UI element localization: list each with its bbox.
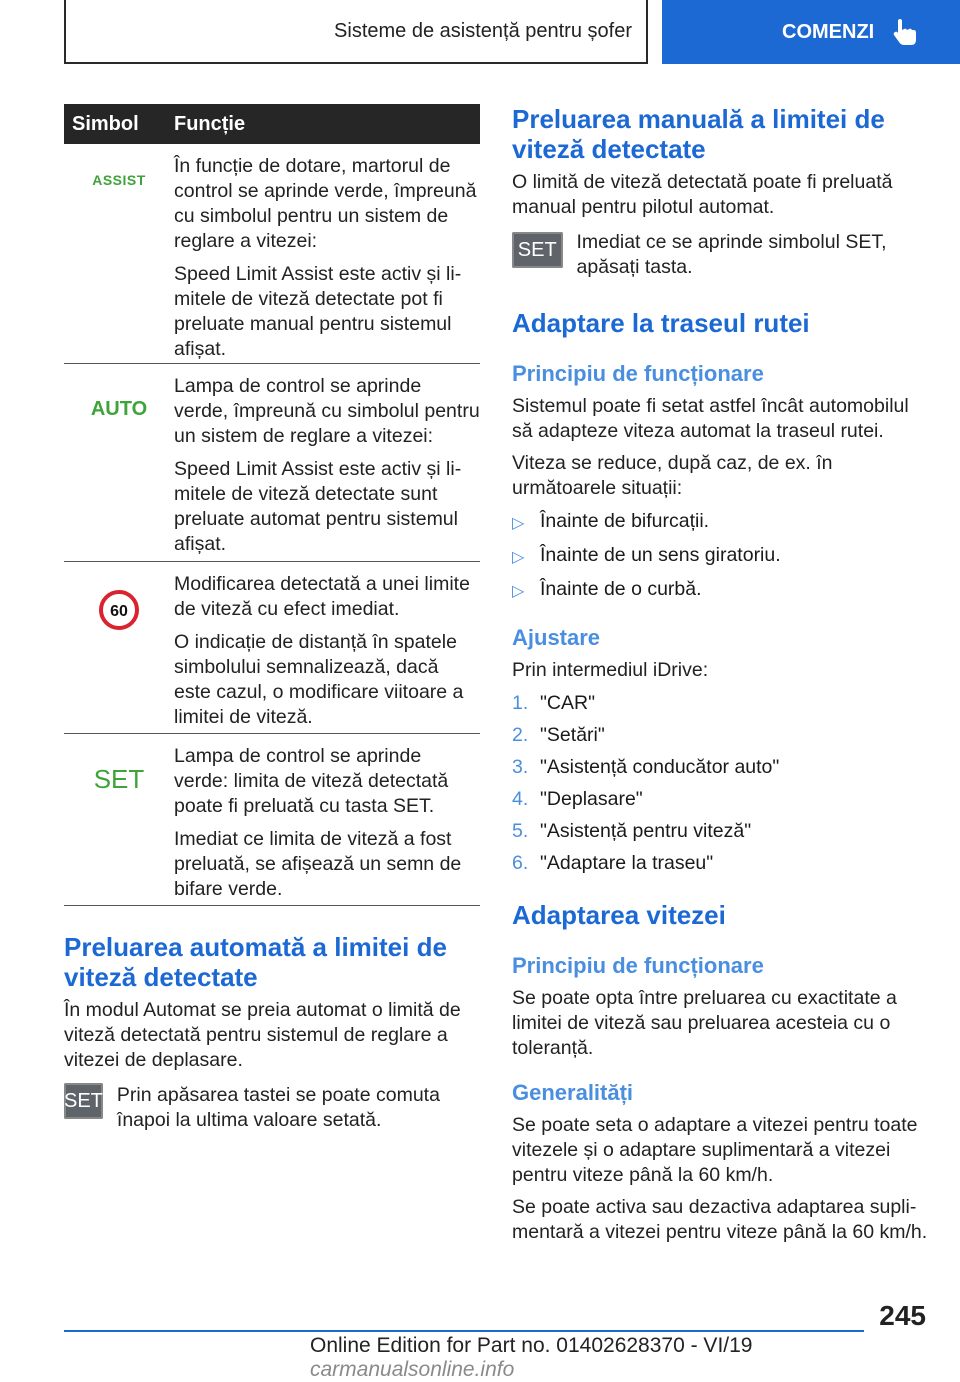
header-section-title: Sisteme de asistență pentru șofer <box>334 19 632 42</box>
idrive-steps <box>512 691 928 876</box>
list-item <box>512 755 928 780</box>
step-number: 3. <box>512 756 529 778</box>
col-symbol-header: Simbol <box>72 112 139 135</box>
edition-text: Online Edition for Part no. 01402628370 - VI/19 <box>310 1334 753 1357</box>
set-symbol: SET <box>93 764 145 794</box>
table-row <box>64 364 480 562</box>
speed-principle-title: Principiu de funcționare <box>512 953 764 978</box>
list-item <box>512 509 928 536</box>
header-section-box <box>64 0 648 64</box>
auto-takeover-section <box>64 932 480 1133</box>
speed-limit-sign-icon <box>99 590 139 630</box>
set-button-icon: SET <box>512 232 563 268</box>
col-function-header: Funcție <box>174 112 246 135</box>
section-title: Preluarea automată a limitei de viteză detectate <box>64 932 447 992</box>
footer-divider <box>64 1330 864 1332</box>
step-number: 6. <box>512 852 529 874</box>
list-item <box>512 577 928 604</box>
button-description: Imediat ce se aprinde simbolul SET, apăsați tasta. <box>576 231 887 278</box>
principle-title: Principiu de funcționare <box>512 361 764 386</box>
row-text: Lampa de control se aprinde verde: limita de viteză detectată poate fi preluată cu tasta SET. <box>174 745 449 817</box>
row-text: Lampa de control se aprinde verde, împreună cu simbolul pentru un sistem de reglare a vitezei: <box>174 375 480 447</box>
manual-takeover-body: O limită de viteză detectată poate fi preluată manual pentru pilotul automat. <box>512 171 893 218</box>
step-text: "Setări" <box>540 724 605 746</box>
table-header <box>64 104 480 144</box>
list-item <box>512 543 928 570</box>
table-row <box>64 734 480 906</box>
row-text: Speed Limit Assist este activ și limitele de viteză detectate sunt preluate automat pentru sistemul afișat. <box>174 458 462 555</box>
triangle-bullet-icon: ▷ <box>512 583 525 600</box>
set-button-icon: SET <box>64 1083 103 1119</box>
general-title: Generalități <box>512 1080 634 1105</box>
list-item-text: Înainte de un sens giratoriu. <box>540 544 781 566</box>
list-item <box>512 723 928 748</box>
principle-body: Sistemul poate fi setat astfel încât automobilul să adapteze viteza automat la traseul rutei. <box>512 395 909 442</box>
header-tab-comenzi[interactable] <box>662 0 960 64</box>
manual-takeover-title: Preluarea manuală a limitei de viteză detectate <box>512 104 885 164</box>
table-row <box>64 562 480 734</box>
step-text: "Deplasare" <box>540 788 643 810</box>
general-body: Se poate activa sau dezactiva adaptarea suplimentară a vitezei pentru viteze până la 60 km/h. <box>512 1196 928 1243</box>
step-text: "Adaptare la traseu" <box>540 852 714 874</box>
row-text: Modificarea detectată a unei limite de viteză cu efect imediat. <box>174 573 470 620</box>
speed-adapt-title: Adaptarea vitezei <box>512 900 726 930</box>
principle-body: Viteza se reduce, după caz, de ex. în următoarele situații: <box>512 452 833 499</box>
button-description: Prin apăsarea tastei se poate comuta înapoi la ultima valoare setată. <box>116 1084 440 1131</box>
watermark-text: carmanualsonline.info <box>310 1358 515 1381</box>
section-body: În modul Automat se preia automat o limită de viteză detectată pentru sistemul de reglare a vitezei de deplasare. <box>64 999 461 1071</box>
general-body: Se poate seta o adaptare a vitezei pentru toate vitezele și o adaptare suplimentară a vitezei pentru viteze până la 60 km/h. <box>512 1114 918 1186</box>
list-item <box>512 819 928 844</box>
pointing-hand-icon <box>892 18 918 46</box>
page-number: 245 <box>879 1300 926 1331</box>
step-number: 4. <box>512 788 529 810</box>
row-text: O indicație de distanță în spatele simbolului semnalizează, dacă este cazul, o modificare viitoare a limitei de viteză. <box>174 631 464 728</box>
list-item <box>512 691 928 716</box>
list-item <box>512 851 928 876</box>
situations-list <box>512 509 928 604</box>
triangle-bullet-icon: ▷ <box>512 515 525 532</box>
adjust-title: Ajustare <box>512 625 601 650</box>
table-row <box>64 144 480 364</box>
header-tab-label: COMENZI <box>782 20 875 43</box>
adjust-body: Prin intermediul iDrive: <box>512 659 709 681</box>
right-column <box>512 104 928 1245</box>
assist-symbol: ASSIST <box>92 172 146 188</box>
step-number: 5. <box>512 820 529 842</box>
step-number: 1. <box>512 692 529 714</box>
step-text: "Asistență conducător auto" <box>540 756 780 778</box>
speed-principle-body: Se poate opta între preluarea cu exactitate a limitei de viteză sau preluarea acesteia cu o toleranță. <box>512 987 897 1059</box>
triangle-bullet-icon: ▷ <box>512 549 525 566</box>
step-number: 2. <box>512 724 529 746</box>
step-text: "CAR" <box>540 692 596 714</box>
row-text: Imediat ce limita de viteză a fost preluată, se afișează un semn de bifare verde. <box>174 828 462 900</box>
step-text: "Asistență pentru viteză" <box>540 820 752 842</box>
row-text: Speed Limit Assist este activ și limitele de viteză detectate pot fi preluate manual pentru sistemul afișat. <box>174 263 462 360</box>
route-adapt-title: Adaptare la traseul rutei <box>512 308 810 338</box>
row-text: În funcție de dotare, martorul de control se aprinde verde, împreună cu simbolul pentru un sistem de reglare a vitezei: <box>174 155 477 252</box>
auto-symbol: AUTO <box>90 398 148 420</box>
speed-limit-value: 60 <box>110 603 128 620</box>
list-item-text: Înainte de bifurcații. <box>540 510 710 532</box>
list-item-text: Înainte de o curbă. <box>540 578 702 600</box>
footer-edition <box>310 1334 960 1382</box>
list-item <box>512 787 928 812</box>
symbol-function-table <box>64 104 480 906</box>
